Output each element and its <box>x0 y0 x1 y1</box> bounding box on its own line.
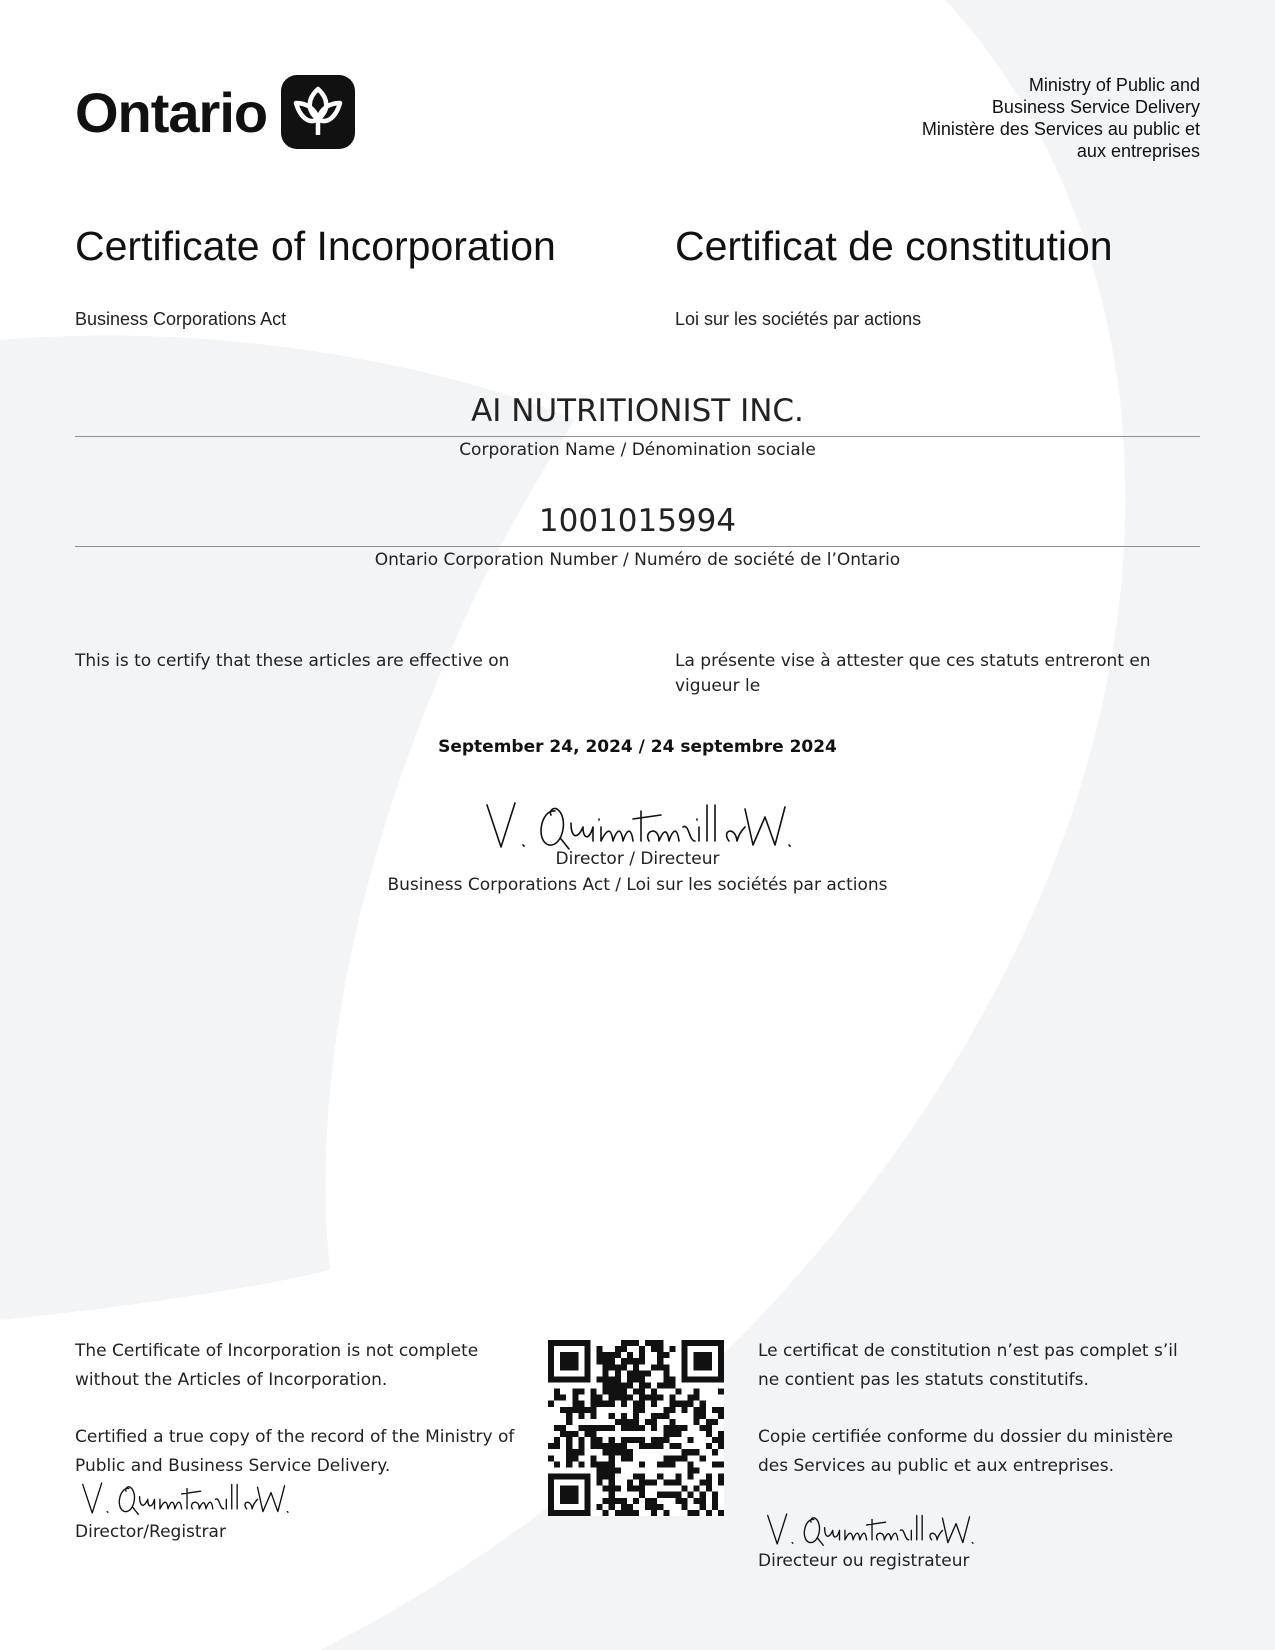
footer-note-french: Le certificat de constitution n’est pas complet s’il ne contient pas les statuts constitutifs. <box>758 1341 1178 1390</box>
director-signature <box>483 797 793 853</box>
ministry-line: aux entreprises <box>1076 141 1200 161</box>
corporation-number-label: Ontario Corporation Number / Numéro de société de l’Ontario <box>374 550 901 570</box>
corporation-name-label: Corporation Name / Dénomination sociale <box>459 440 816 460</box>
director-title: Director / Directeur <box>555 849 720 869</box>
ministry-line: Ministère des Services au public et <box>921 119 1200 139</box>
corporation-name: AI NUTRITIONIST INC. <box>471 393 804 429</box>
certify-statement-french: La présente vise à attester que ces statuts entreront en vigueur le <box>675 651 1151 696</box>
registrar-role-french: Directeur ou registrateur <box>758 1551 970 1571</box>
registrar-signature-french <box>765 1510 975 1548</box>
logo-wordmark: Ontario <box>75 80 268 144</box>
corporation-name-rule <box>75 436 1200 437</box>
footer-note-english: The Certificate of Incorporation is not complete without the Articles of Incorporation. <box>75 1341 479 1390</box>
ontario-logo <box>75 75 355 149</box>
corporation-number-rule <box>75 546 1200 547</box>
trillium-icon <box>281 75 355 149</box>
director-act: Business Corporations Act / Loi sur les sociétés par actions <box>387 875 888 895</box>
effective-date: September 24, 2024 / 24 septembre 2024 <box>438 737 837 757</box>
footer-certified-french: Copie certifiée conforme du dossier du ministère des Services au public et aux entreprises. <box>758 1427 1174 1476</box>
ministry-name <box>922 74 1200 162</box>
title-french: Certificat de constitution <box>675 223 1113 269</box>
registrar-signature-english <box>80 1479 290 1517</box>
act-french: Loi sur les sociétés par actions <box>675 309 922 329</box>
footer-certified-english: Certified a true copy of the record of the Ministry of Public and Business Service Delivery. <box>75 1427 515 1476</box>
certify-statement-english: This is to certify that these articles are effective on <box>75 651 510 671</box>
ministry-line: Ministry of Public and <box>1028 75 1200 95</box>
qr-code <box>548 1340 724 1516</box>
title-english: Certificate of Incorporation <box>75 223 556 269</box>
corporation-number: 1001015994 <box>538 503 737 539</box>
ministry-line: Business Service Delivery <box>991 97 1200 117</box>
act-english: Business Corporations Act <box>75 309 287 329</box>
registrar-role-english: Director/Registrar <box>75 1522 226 1542</box>
